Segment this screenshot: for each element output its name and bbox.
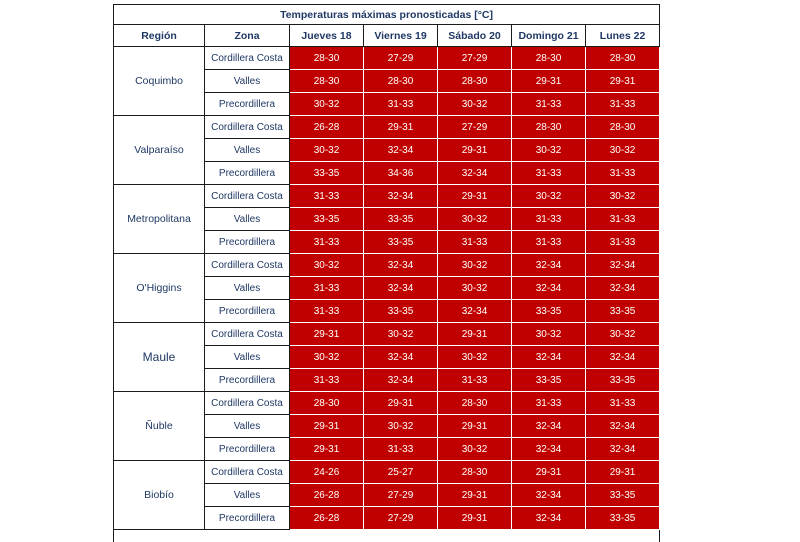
temperature-cell: 30-32 <box>438 254 512 277</box>
temperature-cell: 30-32 <box>290 346 364 369</box>
temperature-cell: 24-26 <box>290 461 364 484</box>
region-name: Biobío <box>114 461 205 530</box>
temperature-cell: 33-35 <box>290 208 364 231</box>
temperature-cell: 31-33 <box>290 185 364 208</box>
forecast-table <box>113 4 660 542</box>
temperature-cell: 33-35 <box>586 300 660 323</box>
temperature-cell: 27-29 <box>364 484 438 507</box>
temperature-cell: 31-33 <box>512 392 586 415</box>
region-name: Ñuble <box>114 392 205 461</box>
region-name: Metropolitana <box>114 185 205 254</box>
temperature-cell: 29-31 <box>438 323 512 346</box>
table-footer <box>114 530 660 542</box>
temperature-cell: 30-32 <box>290 93 364 116</box>
zone-name: Cordillera Costa <box>205 116 290 139</box>
table-row <box>114 116 660 139</box>
temperature-cell: 30-32 <box>438 208 512 231</box>
temperature-cell: 30-32 <box>438 277 512 300</box>
region-name: Maule <box>114 323 205 392</box>
temperature-cell: 27-29 <box>364 47 438 70</box>
forecast-table-container <box>113 4 659 540</box>
temperature-cell: 28-30 <box>290 392 364 415</box>
temperature-cell: 28-30 <box>512 47 586 70</box>
zone-name: Cordillera Costa <box>205 185 290 208</box>
temperature-cell: 32-34 <box>586 346 660 369</box>
zone-name: Valles <box>205 208 290 231</box>
zone-name: Cordillera Costa <box>205 254 290 277</box>
temperature-cell: 33-35 <box>586 507 660 530</box>
temperature-cell: 32-34 <box>512 415 586 438</box>
temperature-cell: 32-34 <box>438 162 512 185</box>
temperature-cell: 30-32 <box>512 185 586 208</box>
header-row <box>114 25 660 47</box>
temperature-cell: 32-34 <box>512 254 586 277</box>
temperature-cell: 32-34 <box>586 438 660 461</box>
header-day-5: Lunes 22 <box>586 25 660 47</box>
temperature-cell: 31-33 <box>290 231 364 254</box>
header-region: Región <box>114 25 205 47</box>
temperature-cell: 28-30 <box>586 116 660 139</box>
temperature-cell: 30-32 <box>586 185 660 208</box>
temperature-cell: 28-30 <box>512 116 586 139</box>
table-row <box>114 392 660 415</box>
zone-name: Precordillera <box>205 300 290 323</box>
table-title: Temperaturas máximas pronosticadas [°C] <box>114 5 660 25</box>
temperature-cell: 29-31 <box>586 461 660 484</box>
temperature-cell: 30-32 <box>438 438 512 461</box>
temperature-cell: 30-32 <box>290 139 364 162</box>
temperature-cell: 29-31 <box>290 323 364 346</box>
zone-name: Valles <box>205 415 290 438</box>
temperature-cell: 31-33 <box>290 300 364 323</box>
temperature-cell: 26-28 <box>290 116 364 139</box>
temperature-cell: 31-33 <box>290 369 364 392</box>
temperature-cell: 29-31 <box>438 415 512 438</box>
zone-name: Valles <box>205 484 290 507</box>
temperature-cell: 31-33 <box>438 231 512 254</box>
temperature-cell: 29-31 <box>438 185 512 208</box>
temperature-cell: 25-27 <box>364 461 438 484</box>
temperature-cell: 29-31 <box>290 438 364 461</box>
zone-name: Cordillera Costa <box>205 47 290 70</box>
table-row <box>114 461 660 484</box>
temperature-cell: 31-33 <box>512 93 586 116</box>
temperature-cell: 31-33 <box>290 277 364 300</box>
temperature-cell: 28-30 <box>290 47 364 70</box>
temperature-cell: 34-36 <box>364 162 438 185</box>
temperature-cell: 29-31 <box>438 139 512 162</box>
temperature-cell: 32-34 <box>364 139 438 162</box>
table-footer-row <box>114 530 660 542</box>
temperature-cell: 30-32 <box>438 346 512 369</box>
table-row <box>114 47 660 70</box>
zone-name: Cordillera Costa <box>205 392 290 415</box>
temperature-cell: 33-35 <box>586 484 660 507</box>
zone-name: Valles <box>205 277 290 300</box>
temperature-cell: 31-33 <box>586 208 660 231</box>
temperature-cell: 32-34 <box>364 277 438 300</box>
zone-name: Precordillera <box>205 369 290 392</box>
zone-name: Precordillera <box>205 93 290 116</box>
temperature-cell: 28-30 <box>438 392 512 415</box>
temperature-cell: 29-31 <box>438 484 512 507</box>
region-name: Coquimbo <box>114 47 205 116</box>
temperature-cell: 32-34 <box>364 369 438 392</box>
temperature-cell: 28-30 <box>364 70 438 93</box>
table-row <box>114 254 660 277</box>
zone-name: Cordillera Costa <box>205 323 290 346</box>
header-day-4: Domingo 21 <box>512 25 586 47</box>
temperature-cell: 30-32 <box>364 323 438 346</box>
region-name: Valparaíso <box>114 116 205 185</box>
header-day-2: Viernes 19 <box>364 25 438 47</box>
header-day-3: Sábado 20 <box>438 25 512 47</box>
temperature-cell: 29-31 <box>438 507 512 530</box>
temperature-cell: 31-33 <box>586 162 660 185</box>
temperature-cell: 33-35 <box>512 300 586 323</box>
temperature-cell: 27-29 <box>438 116 512 139</box>
temperature-cell: 29-31 <box>364 116 438 139</box>
temperature-cell: 31-33 <box>512 231 586 254</box>
temperature-cell: 31-33 <box>512 208 586 231</box>
temperature-cell: 28-30 <box>438 461 512 484</box>
zone-name: Precordillera <box>205 231 290 254</box>
zone-name: Precordillera <box>205 507 290 530</box>
temperature-cell: 31-33 <box>586 392 660 415</box>
temperature-cell: 31-33 <box>586 93 660 116</box>
temperature-cell: 29-31 <box>512 461 586 484</box>
temperature-cell: 32-34 <box>512 277 586 300</box>
zone-name: Precordillera <box>205 438 290 461</box>
temperature-cell: 29-31 <box>586 70 660 93</box>
temperature-cell: 32-34 <box>586 415 660 438</box>
temperature-cell: 32-34 <box>512 484 586 507</box>
temperature-cell: 31-33 <box>364 438 438 461</box>
temperature-cell: 29-31 <box>290 415 364 438</box>
table-row <box>114 185 660 208</box>
temperature-cell: 33-35 <box>512 369 586 392</box>
zone-name: Precordillera <box>205 162 290 185</box>
temperature-cell: 32-34 <box>438 300 512 323</box>
temperature-cell: 32-34 <box>364 185 438 208</box>
temperature-cell: 32-34 <box>586 254 660 277</box>
zone-name: Valles <box>205 346 290 369</box>
temperature-cell: 26-28 <box>290 507 364 530</box>
zone-name: Cordillera Costa <box>205 461 290 484</box>
table-row <box>114 323 660 346</box>
header-zona: Zona <box>205 25 290 47</box>
temperature-cell: 31-33 <box>512 162 586 185</box>
temperature-cell: 32-34 <box>512 346 586 369</box>
temperature-cell: 32-34 <box>364 346 438 369</box>
temperature-cell: 28-30 <box>438 70 512 93</box>
header-day-1: Jueves 18 <box>290 25 364 47</box>
temperature-cell: 31-33 <box>438 369 512 392</box>
temperature-cell: 29-31 <box>364 392 438 415</box>
temperature-cell: 32-34 <box>512 507 586 530</box>
temperature-cell: 27-29 <box>438 47 512 70</box>
temperature-cell: 30-32 <box>290 254 364 277</box>
temperature-cell: 30-32 <box>586 323 660 346</box>
region-name: O'Higgins <box>114 254 205 323</box>
temperature-cell: 33-35 <box>586 369 660 392</box>
temperature-cell: 33-35 <box>364 208 438 231</box>
temperature-cell: 28-30 <box>586 47 660 70</box>
temperature-cell: 30-32 <box>364 415 438 438</box>
table-title-row <box>114 5 660 25</box>
temperature-cell: 33-35 <box>364 300 438 323</box>
temperature-cell: 30-32 <box>512 139 586 162</box>
temperature-cell: 27-29 <box>364 507 438 530</box>
zone-name: Valles <box>205 139 290 162</box>
temperature-cell: 31-33 <box>586 231 660 254</box>
temperature-cell: 30-32 <box>586 139 660 162</box>
temperature-cell: 30-32 <box>438 93 512 116</box>
temperature-cell: 32-34 <box>512 438 586 461</box>
temperature-cell: 32-34 <box>364 254 438 277</box>
temperature-cell: 32-34 <box>586 277 660 300</box>
temperature-cell: 31-33 <box>364 93 438 116</box>
temperature-cell: 30-32 <box>512 323 586 346</box>
zone-name: Valles <box>205 70 290 93</box>
temperature-cell: 28-30 <box>290 70 364 93</box>
temperature-cell: 26-28 <box>290 484 364 507</box>
temperature-cell: 33-35 <box>290 162 364 185</box>
temperature-cell: 33-35 <box>364 231 438 254</box>
temperature-cell: 29-31 <box>512 70 586 93</box>
